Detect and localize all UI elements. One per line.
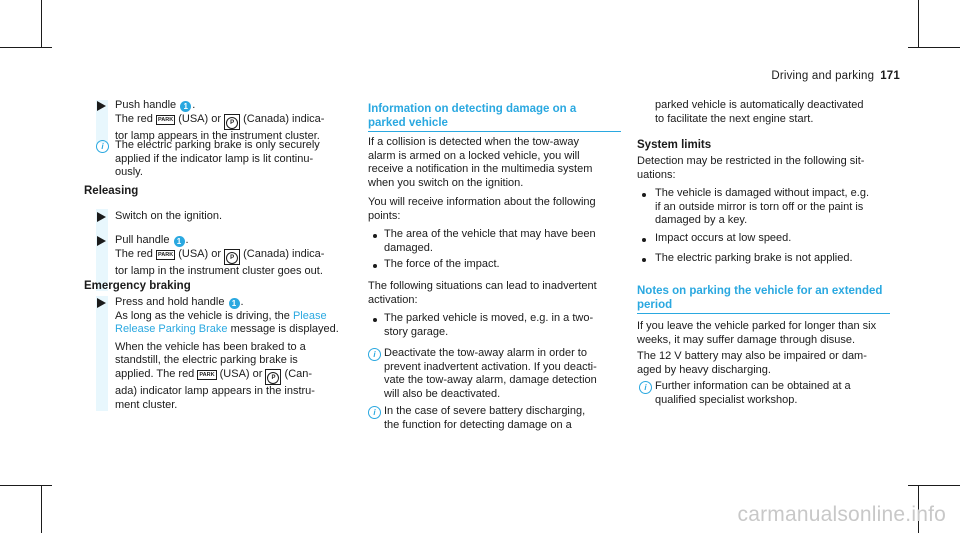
park-indicator-icon: PARK	[157, 116, 174, 123]
display-message: Please	[292, 309, 327, 322]
bullet	[642, 258, 646, 262]
page-header	[771, 70, 900, 82]
p-indicator-icon: P	[224, 249, 240, 265]
park-indicator-icon: PARK	[157, 251, 174, 258]
callout-number: 1	[180, 101, 191, 112]
bullet	[373, 234, 377, 238]
paragraph: The following situations can lead to inadvertent activation:	[368, 280, 597, 306]
step-push-handle: Push handle 1 . The red PARK (USA) or P (Canada) indica- tor lamp appears in the instrument cluster.	[115, 99, 325, 142]
heading-emergency-braking: Emergency braking	[84, 280, 191, 292]
arrow-icon	[97, 212, 106, 222]
callout-number: 1	[174, 236, 185, 247]
arrow-icon	[97, 298, 106, 308]
p-indicator-icon: P	[265, 369, 281, 385]
bullet	[373, 318, 377, 322]
list-item: The electric parking brake is not applied.	[655, 252, 853, 264]
bullet	[642, 193, 646, 197]
list-item: The vehicle is damaged without impact, e.g. if an outside mirror is torn off or the paint is damaged by a key.	[655, 187, 870, 227]
paragraph: The 12 V battery may also be impaired or dam- aged by heavy discharging.	[637, 350, 867, 376]
callout-number: 1	[229, 298, 240, 309]
step-switch-ignition: Switch on the ignition.	[115, 210, 223, 222]
crop-mark	[0, 485, 52, 486]
heading-damage-detection: Information on detecting damage on a parked vehicle	[368, 103, 577, 129]
page-number: 171	[880, 70, 900, 82]
display-message: Release Parking Brake	[115, 323, 228, 336]
step-bar	[96, 296, 108, 411]
park-indicator-icon: PARK	[199, 371, 215, 378]
note-specialist: Further information can be obtained at a qualified specialist workshop.	[655, 380, 851, 406]
list-item: Impact occurs at low speed.	[655, 232, 792, 244]
list-item: The force of the impact.	[384, 258, 500, 270]
paragraph: You will receive information about the following points:	[368, 196, 596, 222]
list-item: The parked vehicle is moved, e.g. in a two- story garage.	[384, 312, 594, 338]
arrow-icon	[97, 236, 106, 246]
crop-mark	[0, 47, 52, 48]
paragraph: If you leave the vehicle parked for longer than six weeks, it may suffer damage through disuse.	[637, 320, 877, 346]
crop-mark	[41, 0, 42, 48]
paragraph: parked vehicle is automatically deactivated to facilitate the next engine start.	[655, 99, 864, 125]
watermark: carmanualsonline.info	[737, 503, 946, 526]
note-securely-applied: The electric parking brake is only securely applied if the indicator lamp is lit continu- ously.	[115, 139, 320, 179]
heading-system-limits: System limits	[637, 139, 712, 151]
paragraph: Detection may be restricted in the following sit- uations:	[637, 155, 865, 181]
heading-rule	[637, 313, 890, 314]
note-battery: In the case of severe battery discharging, the function for detecting damage on a	[384, 405, 586, 431]
crop-mark	[918, 0, 919, 48]
crop-mark	[908, 47, 960, 48]
bullet	[373, 264, 377, 268]
heading-extended-parking: Notes on parking the vehicle for an extended period	[637, 285, 883, 311]
step-pull-handle: Pull handle 1 . The red PARK (USA) or P (Canada) indica- tor lamp in the instrument cluster goes out.	[115, 234, 325, 277]
crop-mark	[41, 485, 42, 533]
info-icon: i	[96, 140, 109, 153]
heading-rule	[368, 131, 621, 132]
bullet	[642, 238, 646, 242]
list-item: The area of the vehicle that may have been damaged.	[384, 228, 596, 254]
heading-releasing: Releasing	[84, 185, 139, 197]
note-deactivate: Deactivate the tow-away alarm in order to prevent inadvertent activation. If you deacti- vate the tow-away alarm, damage detection will also be deactivated.	[384, 347, 597, 400]
section-title: Driving and parking	[771, 70, 875, 82]
info-icon: i	[368, 348, 381, 361]
paragraph: If a collision is detected when the tow-away alarm is armed on a locked vehicle, you will receive a notification in the multimedia system when you switch on the ignition.	[368, 136, 593, 189]
info-icon: i	[639, 381, 652, 394]
crop-mark	[908, 485, 960, 486]
arrow-icon	[97, 101, 106, 111]
step-press-hold-handle: Press and hold handle 1 . As long as the vehicle is driving, the Please Release Parking Brake message is displayed. When the vehicle has been braked to a standstill, the electric parking brake is applied. The red PARK (USA) or P (Can- ada) indicator lamp appears in the instru- ment cluster.	[115, 296, 339, 411]
info-icon: i	[368, 406, 381, 419]
p-indicator-icon: P	[224, 114, 240, 130]
